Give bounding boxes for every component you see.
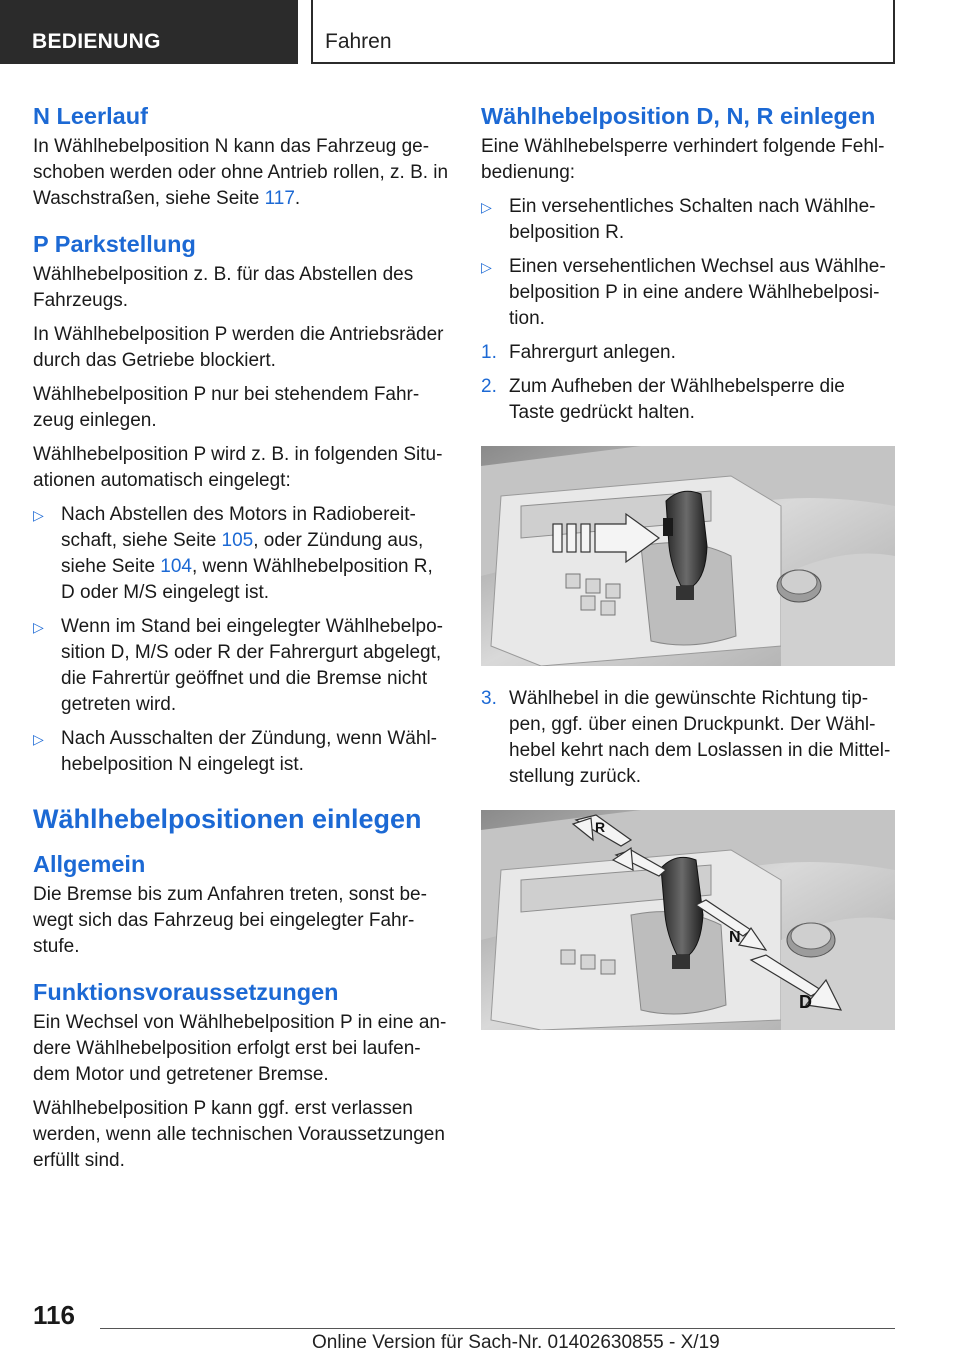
- gear-selector-direction-illustration: [481, 810, 895, 1030]
- gear-selector-button-illustration: [481, 446, 895, 666]
- page-link-104[interactable]: 104: [160, 556, 192, 577]
- triangle-bullet-icon: ▷: [33, 731, 44, 747]
- page-link-105[interactable]: 105: [221, 530, 254, 551]
- heading-p-parkstellung: P Parkstellung: [33, 231, 196, 257]
- step-list-1: [481, 340, 895, 426]
- heading-funktionsvoraussetzungen: Funktionsvoraussetzungen: [33, 979, 339, 1005]
- paragraph-intro: Eine Wählhebelsperre verhindert folgende Fehlbedienung:: [481, 136, 885, 183]
- header-section-label: BEDIENUNG: [32, 30, 161, 53]
- header-section: [0, 0, 298, 64]
- paragraph-p-3: Wählhebelposition P nur bei stehendem Fahrzeug einlegen.: [33, 384, 420, 431]
- header-chapter-label: Fahren: [325, 30, 392, 53]
- paragraph-p-4: Wählhebelposition P wird z. B. in folgenden Situationen automatisch eingelegt:: [33, 444, 443, 491]
- triangle-bullet-icon: ▷: [481, 199, 492, 215]
- list-item: ▷ Einen versehentlichen Wechsel aus Wählhebelposition P in eine andere Wählhebelposition.: [481, 256, 886, 329]
- paragraph-allgemein: Die Bremse bis zum Anfahren treten, sonst bewegt sich das Fahrzeug bei eingelegter Fahrstufe.: [33, 884, 427, 957]
- bullet-list-auto-p: [33, 502, 449, 778]
- footer-version: Online Version für Sach-Nr. 01402630855 - X/19: [312, 1332, 720, 1353]
- list-item: 1. Fahrergurt anlegen.: [481, 340, 895, 366]
- paragraph-funk-1: Ein Wechsel von Wählhebelposition P in eine andere Wählhebelposition erfolgt erst bei laufendem Motor und getretener Bremse.: [33, 1012, 447, 1085]
- direction-label-d: D: [799, 992, 812, 1012]
- page-number: 116: [33, 1300, 75, 1330]
- list-item: ▷ Nach Abstellen des Motors in Radiobereitschaft, siehe Seite 105, oder Zündung aus, siehe Seite 104, wenn Wählhebelposition R, D oder M/S eingelegt ist.: [33, 504, 433, 603]
- paragraph-p-2: In Wählhebelposition P werden die Antriebsräder durch das Getriebe blockiert.: [33, 324, 444, 371]
- left-column: [33, 100, 449, 1182]
- footer-divider: [100, 1328, 895, 1329]
- list-item: 2. Zum Aufheben der Wählhebelsperre die Taste gedrückt halten.: [481, 376, 845, 423]
- bullet-list-fehlbedienung: [481, 194, 895, 332]
- heading-dnr-einlegen: Wählhebelposition D, N, R einlegen: [481, 103, 876, 129]
- step-number: 1.: [481, 342, 497, 363]
- list-item: ▷ Nach Ausschalten der Zündung, wenn Wählhebelposition N eingelegt ist.: [33, 728, 437, 775]
- triangle-bullet-icon: ▷: [481, 259, 492, 275]
- triangle-bullet-icon: ▷: [33, 619, 44, 635]
- header-chapter: [311, 0, 895, 64]
- direction-label-n: N: [729, 929, 741, 946]
- step-number: 2.: [481, 376, 497, 397]
- direction-label-r: R: [595, 819, 606, 835]
- heading-allgemein: Allgemein: [33, 851, 146, 877]
- page-link-117[interactable]: 117: [264, 188, 295, 209]
- paragraph-n: In Wählhebelposition N kann das Fahrzeug geschoben werden oder ohne Antrieb rollen, z. B. in Waschstraßen, siehe Seite 117.: [33, 136, 449, 209]
- triangle-bullet-icon: ▷: [33, 507, 44, 523]
- paragraph-p-1: Wählhebelposition z. B. für das Abstellen des Fahrzeugs.: [33, 264, 414, 311]
- list-item: 3. Wählhebel in die gewünschte Richtung tippen, ggf. über einen Druckpunkt. Der Wählhebel kehrt nach dem Loslassen in die Mittelstellung zurück.: [481, 688, 891, 787]
- heading-waehlhebelpositionen: Wählhebelpositionen einlegen: [33, 804, 422, 834]
- list-item: ▷ Wenn im Stand bei eingelegter Wählhebelposition D, M/S oder R der Fahrergurt abgelegt, die Fahrertür geöffnet und die Bremse nicht getreten wird.: [33, 616, 443, 715]
- heading-n-leerlauf: N Leerlauf: [33, 103, 148, 129]
- paragraph-funk-2: Wählhebelposition P kann ggf. erst verlassen werden, wenn alle technischen Voraussetzungen erfüllt sind.: [33, 1098, 445, 1171]
- step-number: 3.: [481, 688, 497, 709]
- step-list-2: [481, 686, 895, 790]
- right-column: [481, 100, 895, 1050]
- list-item: ▷ Ein versehentliches Schalten nach Wählhebelposition R.: [481, 196, 876, 243]
